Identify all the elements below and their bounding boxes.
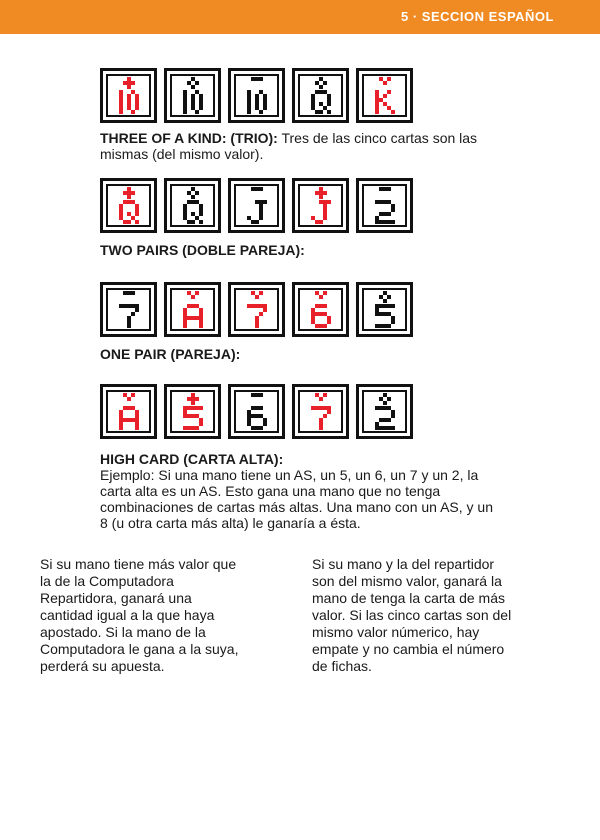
playing-card [292,178,349,233]
header-bar [0,0,600,34]
playing-card-face [170,390,215,433]
heart-icon [110,187,148,225]
playing-card-face [298,390,343,433]
playing-card [164,282,221,337]
club-icon [174,187,212,225]
playing-card [292,282,349,337]
playing-card-face [298,288,343,331]
playing-card [164,178,221,233]
playing-card [100,178,157,233]
heart-icon [302,187,340,225]
column-right-text: Si su mano y la del repartidor son del mismo valor, ganará la mano de tenga la carta de más valor. Si las cinco cartas son del mismo valor númerico, hay empate y no cambia el número de fichas. [312,556,512,674]
card-row-three-of-a-kind [100,68,413,123]
playing-card-face [298,184,343,227]
hand-description-three-of-a-kind [100,130,520,162]
playing-card-face [234,74,279,117]
diamond-icon [302,291,340,329]
hand-text-high-card: Ejemplo: Si una mano tiene un AS, un 5, un 6, un 7 y un 2, la carta alta es un AS. Esto gana una mano que no tenga combinaciones de cartas más altas. Una mano con un AS, y un 8 (u otra carta más alta) le ganaría a ésta. [100,467,493,531]
playing-card-face [170,288,215,331]
column-left-text: Si su mano tiene más valor que la de la Computadora Repartidora, ganará una cantidad igual a la que haya apostado. Si la mano de la Computadora le gana a la suya, perderá su apuesta. [40,556,239,674]
hand-title-high-card: HIGH CARD (CARTA ALTA): [100,451,284,467]
playing-card-face [362,288,407,331]
playing-card-face [170,74,215,117]
heart-icon [174,393,212,431]
playing-card [356,282,413,337]
playing-card-face [170,184,215,227]
playing-card [100,68,157,123]
playing-card-face [234,184,279,227]
diamond-icon [110,393,148,431]
club-icon [174,77,212,115]
playing-card-face [298,74,343,117]
playing-card [100,282,157,337]
playing-card-face [362,184,407,227]
playing-card [228,282,285,337]
playing-card-face [234,390,279,433]
playing-card [228,178,285,233]
diamond-icon [238,291,276,329]
heart-icon [110,77,148,115]
diamond-icon [302,393,340,431]
playing-card [228,384,285,439]
playing-card [356,384,413,439]
card-row-high-card [100,384,413,439]
playing-card-face [362,390,407,433]
playing-card-face [106,74,151,117]
hand-title-one-pair: ONE PAIR (PAREJA): [100,346,241,362]
playing-card-face [106,390,151,433]
playing-card-face [106,184,151,227]
spade-icon [238,187,276,225]
playing-card [292,68,349,123]
playing-card [164,68,221,123]
hand-title-three-of-a-kind: THREE OF A KIND: (TRIO): [100,130,278,146]
club-icon [302,77,340,115]
spade-icon [238,393,276,431]
playing-card [100,384,157,439]
club-icon [366,291,404,329]
spade-icon [110,291,148,329]
playing-card [356,68,413,123]
playing-card [356,178,413,233]
playing-card [292,384,349,439]
card-row-two-pairs [100,178,413,233]
card-row-one-pair [100,282,413,337]
diamond-icon [174,291,212,329]
playing-card-face [106,288,151,331]
spade-icon [238,77,276,115]
spade-icon [366,187,404,225]
playing-card-face [234,288,279,331]
club-icon [366,393,404,431]
hand-title-two-pairs: TWO PAIRS (DOBLE PAREJA): [100,242,305,258]
diamond-icon [366,77,404,115]
playing-card-face [362,74,407,117]
hand-text-three-of-a-kind: Tres de las cinco cartas son las mismas (del mismo valor). [100,130,478,162]
page-title: 5 · SECCION ESPAÑOL [400,9,554,24]
playing-card [164,384,221,439]
playing-card [228,68,285,123]
